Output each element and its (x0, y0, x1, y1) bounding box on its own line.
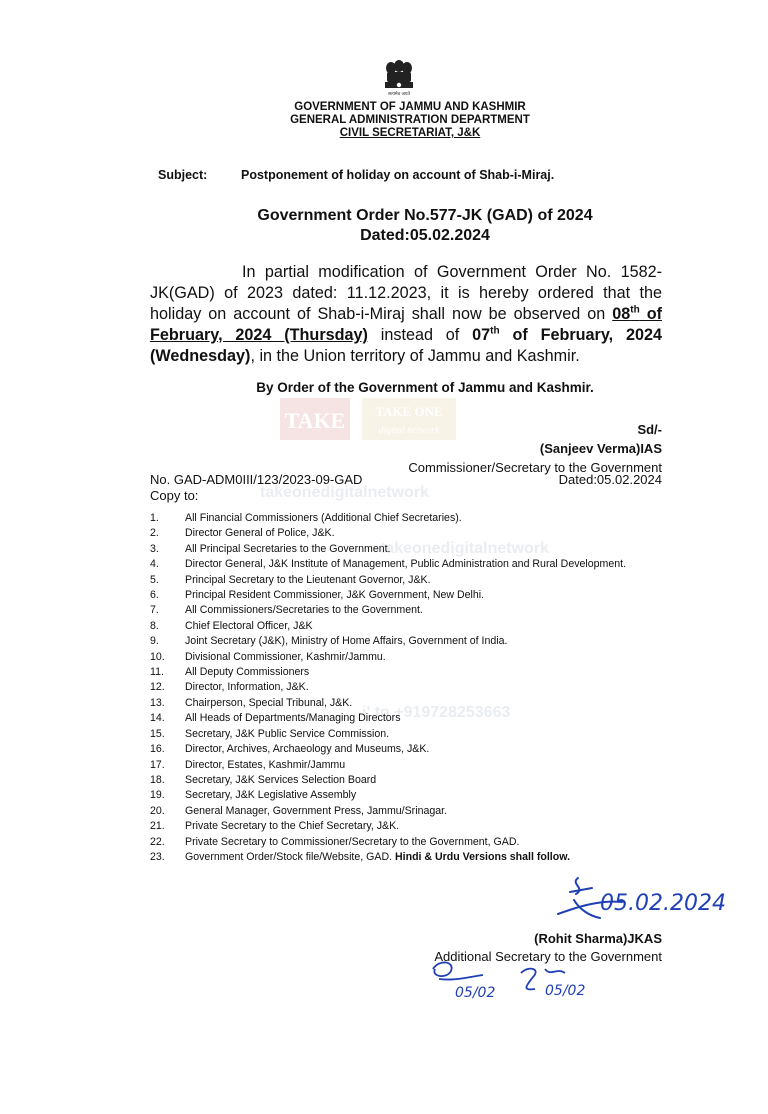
order-body (150, 262, 662, 367)
copy-list-text: Director General, J&K Institute of Management, Public Administration and Rural Development. (185, 558, 627, 571)
signatory-name: (Sanjeev Verma)IAS (539, 441, 662, 456)
body-text: , in the Union territory of Jammu and Kashmir. (250, 347, 580, 365)
copy-list-item (150, 696, 662, 711)
copy-list-item (150, 835, 662, 850)
copy-list-number: 20. (150, 804, 165, 817)
order-title: Government Order No.577-JK (GAD) of 2024 (257, 207, 593, 224)
national-emblem-icon (381, 58, 417, 98)
copy-list-item (150, 742, 662, 757)
copy-list-item (150, 650, 662, 665)
copy-list-number: 14. (150, 712, 165, 725)
copy-list-item (150, 526, 662, 541)
copy-list-number: 23. (150, 850, 165, 863)
copy-list-number: 15. (150, 727, 165, 740)
reference-date: Dated:05.02.2024 (558, 472, 662, 487)
copy-list-number: 4. (150, 558, 159, 571)
signatory-name: (Rohit Sharma)JKAS (534, 931, 662, 946)
copy-list-number: 9. (150, 635, 159, 648)
copy-list-text: Joint Secretary (J&K), Ministry of Home Affairs, Government of India. (185, 635, 508, 648)
copy-list-text: All Deputy Commissioners (185, 666, 310, 679)
signatory-block (408, 420, 662, 477)
copy-list-item (150, 711, 662, 726)
copy-list-text: All Principal Secretaries to the Government. (185, 542, 391, 555)
copy-list-number: 18. (150, 773, 165, 786)
handwritten-signature (530, 870, 730, 930)
copy-list-item (150, 619, 662, 634)
copy-list-text: Secretary, J&K Services Selection Board (185, 773, 377, 786)
copy-list-text: Principal Secretary to the Lieutenant Governor, J&K. (185, 573, 431, 586)
copy-list-item (150, 665, 662, 680)
initials-date: 05/02 (545, 983, 586, 999)
copy-list-number: 6. (150, 589, 159, 602)
copy-list-text: Director, Estates, Kashmir/Jammu (185, 758, 346, 771)
copy-to-list (150, 511, 662, 865)
signatory-designation: Commissioner/Secretary to the Government (408, 460, 662, 475)
copy-list-number: 1. (150, 512, 159, 524)
copy-list-text: Principal Resident Commissioner, J&K Government, New Delhi. (185, 589, 485, 602)
subject-text: Postponement of holiday on account of Shab-i-Miraj. (241, 168, 555, 182)
copy-list-number: 11. (150, 666, 164, 679)
initials-date: 05/02 (455, 985, 496, 1001)
copy-list-text: Secretary, J&K Public Service Commission. (185, 727, 390, 740)
copy-list-item (150, 588, 662, 603)
copy-to-label: Copy to: (150, 488, 199, 503)
copy-list-item (150, 603, 662, 618)
order-heading (200, 206, 650, 246)
holiday-new-date: 08th of February, 2024 (Thursday) (150, 304, 662, 344)
copy-list-item (150, 634, 662, 649)
copy-list-text: Private Secretary to Commissioner/Secretary to the Government, GAD. (185, 835, 520, 848)
copy-list-text: General Manager, Government Press, Jammu/Srinagar. (185, 804, 448, 817)
watermark-logo-text: TAKE (284, 408, 346, 433)
signatory-designation: Additional Secretary to the Government (434, 949, 662, 964)
copy-list-text: Director General of Police, J&K. (185, 527, 335, 540)
copy-list-number: 7. (150, 604, 159, 617)
copy-list-item (150, 680, 662, 695)
body-text: In partial modification of Government Order No. 1582-JK(GAD) of 2023 dated: 11.12.2023, it is hereby ordered that the holiday on account of Shab-i-Miraj shall now be observed on (150, 263, 662, 323)
watermark-text: takeonedigitalnetwork (380, 540, 549, 557)
copy-list-item (150, 819, 662, 834)
copy-list-number: 3. (150, 542, 159, 555)
copy-list-item (150, 557, 662, 572)
holiday-old-date: 07th of February, 2024 (Wednesday) (150, 325, 662, 365)
copy-list-number: 17. (150, 758, 165, 771)
header-line: GOVERNMENT OF JAMMU AND KASHMIR (294, 101, 526, 113)
copy-list-number: 10. (150, 650, 165, 663)
copy-list-note: Hindi & Urdu Versions shall follow. (395, 850, 571, 863)
reference-number: No. GAD-ADM0III/123/2023-09-GAD (150, 472, 363, 487)
copy-list-text: Director, Information, J&K. (185, 681, 309, 694)
copy-list-text: Secretary, J&K Legislative Assembly (185, 789, 357, 802)
by-order-line: By Order of the Government of Jammu and Kashmir. (256, 380, 594, 395)
copy-list-number: 19. (150, 789, 165, 802)
copy-list-item (150, 804, 662, 819)
subject-label: Subject: (158, 168, 208, 182)
copy-list-item (150, 788, 662, 803)
watermark-logo-text-3: digital network (378, 425, 440, 436)
header-line: CIVIL SECRETARIAT, J&K (339, 127, 481, 139)
copy-list-text: Chief Electoral Officer, J&K (185, 619, 313, 632)
handwritten-initials (425, 955, 615, 1005)
watermark-logo-text-2: TAKE ONE (375, 404, 443, 419)
copy-list-number: 16. (150, 743, 165, 756)
sd-mark: Sd/- (637, 422, 662, 437)
copy-list-item (150, 573, 662, 588)
copy-list-number: 13. (150, 696, 165, 709)
copy-list-number: 5. (150, 573, 159, 586)
copy-list-item (150, 727, 662, 742)
copy-list-number: 22. (150, 835, 165, 848)
copy-list-number: 21. (150, 820, 165, 833)
copy-list-item (150, 773, 662, 788)
copy-list-number: 12. (150, 681, 165, 694)
emblem-caption: सत्यमेव जयते (387, 92, 411, 97)
body-text: instead of (367, 326, 473, 344)
copy-list-item (150, 542, 662, 557)
copy-list-number: 2. (150, 527, 159, 540)
copy-list-item (150, 511, 662, 526)
copy-list-text: Government Order/Stock file/Website, GAD. Hindi & Urdu Versions shall follow. (185, 850, 571, 863)
copy-list-text: Chairperson, Special Tribunal, J&K. (185, 696, 353, 709)
header-line: GENERAL ADMINISTRATION DEPARTMENT (290, 114, 530, 126)
copy-list-item (150, 758, 662, 773)
copy-list-text: All Heads of Departments/Managing Directors (185, 712, 401, 725)
copy-list-text: All Financial Commissioners (Additional Chief Secretaries). (185, 512, 462, 524)
copy-list-text: Divisional Commissioner, Kashmir/Jammu. (185, 650, 386, 663)
watermark-text: takeonedigitalnetwork (260, 484, 429, 501)
copy-list-text: Private Secretary to the Chief Secretary, J&K. (185, 820, 400, 833)
department-header (250, 101, 570, 140)
copy-list-number: 8. (150, 619, 159, 632)
watermark-text: i' to +919728253663 (362, 704, 511, 721)
order-dated: Dated:05.02.2024 (360, 227, 490, 244)
copy-list-text: All Commissioners/Secretaries to the Government. (185, 604, 423, 617)
copy-list-item (150, 850, 662, 865)
handwritten-date: 05.02.2024 (600, 891, 726, 916)
copy-list-text: Director, Archives, Archaeology and Museums, J&K. (185, 743, 430, 756)
